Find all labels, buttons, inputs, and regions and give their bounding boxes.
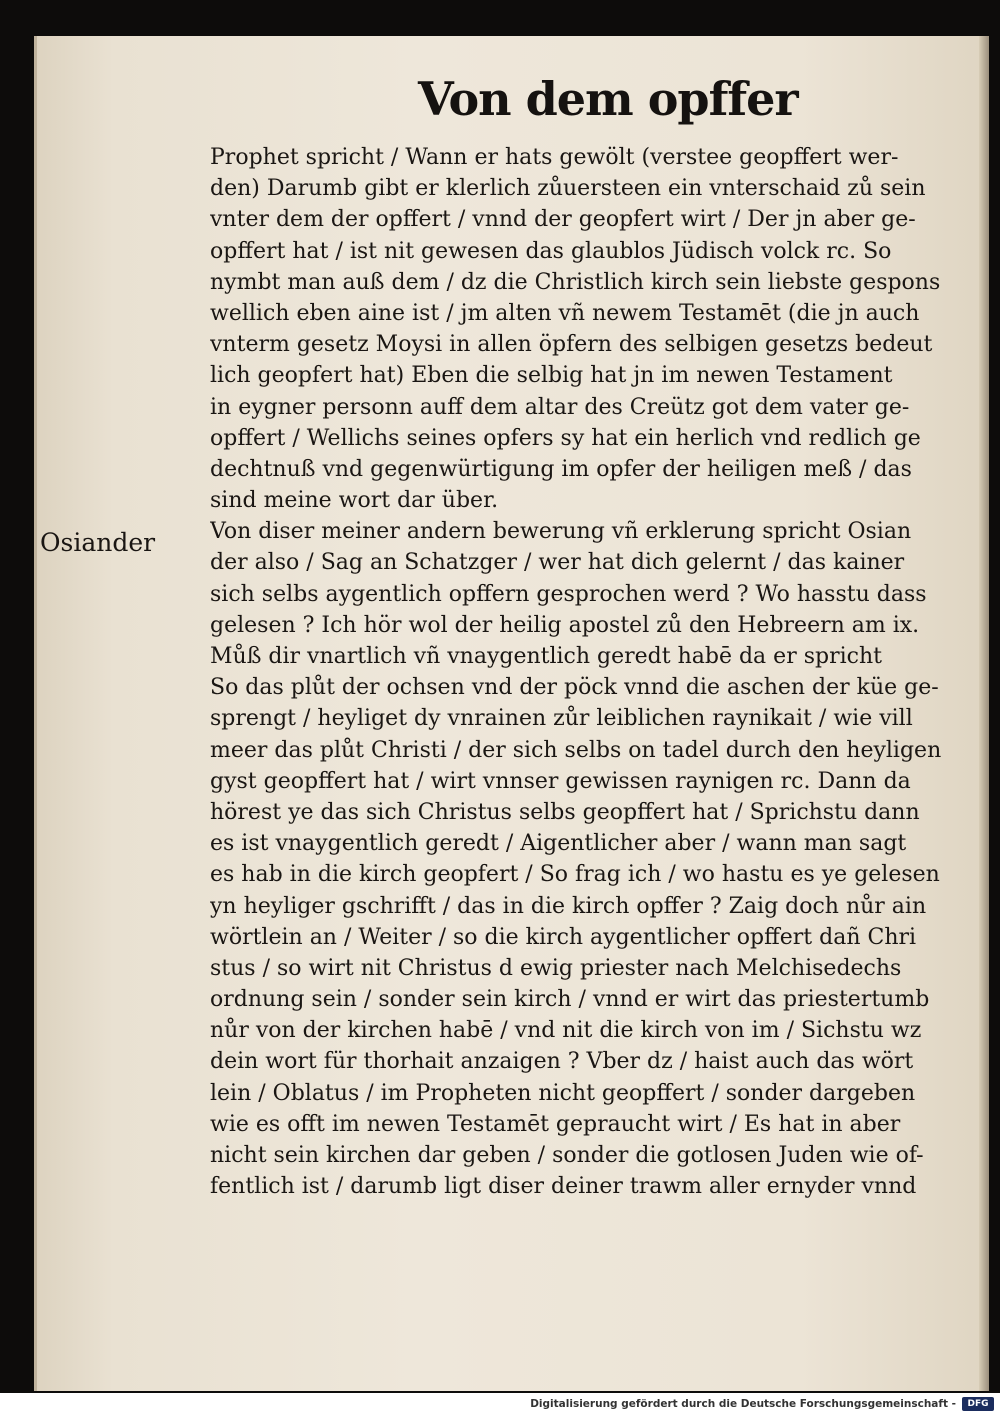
page-heading: Von dem opffer <box>418 72 798 126</box>
text-line: gelesen ? Ich hör wol der heilig apostel zů den Hebreern am ix. <box>210 612 920 638</box>
text-line: wörtlein an / Weiter / so die kirch aygentlicher opffert dañ Chri <box>210 924 917 950</box>
text-line: Von diser meiner andern bewerung vñ erklerung spricht Osian <box>210 519 912 545</box>
text-line: sind meine wort dar über. <box>210 488 499 514</box>
text-line: den) Darumb gibt er klerlich zůuersteen ein vnterschaid zů sein <box>210 176 926 202</box>
text-line: vnter dem der opffert / vnnd der geopfert wirt / Der jn aber ge- <box>210 207 916 233</box>
text-line: gyst geopffert hat / wirt vnnser gewissen raynigen rc. Dann da <box>210 768 911 794</box>
body-text <box>210 142 948 1202</box>
dfg-logo: DFG <box>962 1397 994 1411</box>
text-line: opffert / Wellichs seines opfers sy hat ein herlich vnd redlich ge <box>210 425 921 451</box>
text-line: sprengt / heyliget dy vnrainen zůr leiblichen raynikait / wie vill <box>210 706 913 732</box>
text-line: dechtnuß vnd gegenwürtigung im opfer der heiligen meß / das <box>210 456 912 482</box>
text-line: in eygner personn auff dem altar des Creütz got dem vater ge- <box>210 394 910 420</box>
text-line: ordnung sein / sonder sein kirch / vnnd er wirt das priestertumb <box>210 987 930 1013</box>
text-line: nůr von der kirchen habē / vnd nit die kirch von im / Sichstu wz <box>210 1018 922 1044</box>
text-line: wie es offt im newen Testamēt gepraucht wirt / Es hat in aber <box>210 1111 901 1137</box>
text-line: vnterm gesetz Moysi in allen öpfern des selbigen gesetzs bedeut <box>210 332 933 358</box>
text-line: yn heyliger gschrifft / das in die kirch opffer ? Zaig doch nůr ain <box>210 893 927 919</box>
text-line: nicht sein kirchen dar geben / sonder die gotlosen Juden wie of- <box>210 1143 924 1168</box>
page-edge <box>979 36 989 1391</box>
text-line: lich geopfert hat) Eben die selbig hat jn im newen Testament <box>210 363 893 389</box>
margin-note: Osiander <box>40 528 156 557</box>
text-line: stus / so wirt nit Christus d ewig priester nach Melchisedechs <box>210 955 902 981</box>
text-line: sich selbs aygentlich opffern gesprochen werd ? Wo hasstu dass <box>210 581 927 607</box>
text-line: hörest ye das sich Christus selbs geopffert hat / Sprichstu dann <box>210 799 920 825</box>
text-line: Prophet spricht / Wann er hats gewölt (verstee geopffert wer- <box>210 145 899 170</box>
text-line: So das plůt der ochsen vnd der pöck vnnd die aschen der küe ge- <box>210 675 939 701</box>
digitization-credit: Digitalisierung gefördert durch die Deutsche Forschungsgemeinschaft - <box>530 1398 956 1410</box>
text-line: opffert hat / ist nit gewesen das glaublos Jüdisch volck rc. So <box>210 238 892 264</box>
footer-bar <box>0 1393 1000 1417</box>
text-line: Můß dir vnartlich vñ vnaygentlich geredt habē da er spricht <box>210 644 882 669</box>
text-line: es hab in die kirch geopfert / So frag ich / wo hastu es ye gelesen <box>210 862 940 888</box>
text-line: es ist vnaygentlich geredt / Aigentlicher aber / wann man sagt <box>210 831 907 857</box>
text-line: dein wort für thorhait anzaigen ? Vber dz / haist auch das wört <box>210 1049 914 1075</box>
text-line: fentlich ist / darumb ligt diser deiner trawm aller ernyder vnnd <box>210 1174 917 1200</box>
text-line: der also / Sag an Schatzger / wer hat dich gelernt / das kainer <box>210 550 905 576</box>
text-line: wellich eben aine ist / jm alten vñ newem Testamēt (die jn auch <box>210 300 920 326</box>
text-line: nymbt man auß dem / dz die Christlich kirch sein liebste gespons <box>210 269 941 295</box>
text-line: lein / Oblatus / im Propheten nicht geopffert / sonder dargeben <box>210 1080 916 1106</box>
text-line: meer das plůt Christi / der sich selbs on tadel durch den heyligen <box>210 737 942 763</box>
